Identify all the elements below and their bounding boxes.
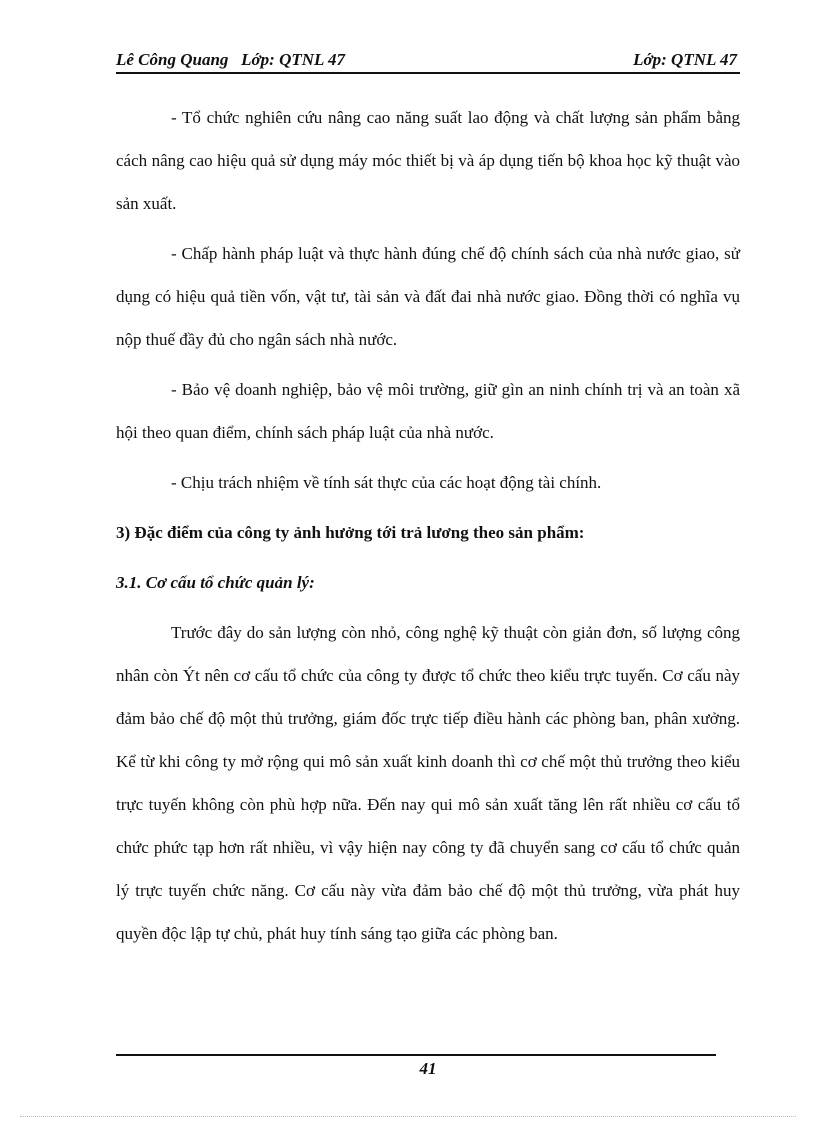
header-author-class: Lê Công Quang Lớp: QTNL 47	[116, 50, 346, 69]
paragraph-4: - Chịu trách nhiệm về tính sát thực của các hoạt động tài chính.	[171, 473, 602, 492]
header-class: Lớp: QTNL 47	[633, 50, 737, 69]
subsection-heading: 3.1. Cơ cấu tổ chức quản lý:	[116, 573, 315, 592]
paragraph-1: - Tổ chức nghiên cứu nâng cao năng suất lao động và chất lượng sản phẩm bằng cách nâng cao hiệu quả sử dụng máy móc thiết bị và áp dụng tiến bộ khoa học kỹ thuật vào sản xuất.	[116, 108, 740, 213]
paragraph-2: - Chấp hành pháp luật và thực hành đúng chế độ chính sách của nhà nước giao, sử dụng có hiệu quả tiền vốn, vật tư, tài sản và đất đai nhà nước giao. Đồng thời có nghĩa vụ nộp thuế đầy đủ cho ngân sách nhà nước.	[116, 244, 740, 349]
page-edge-divider	[20, 1116, 796, 1117]
body-text	[116, 96, 740, 955]
section-heading: 3) Đặc điểm của công ty ảnh hưởng tới trả lương theo sản phẩm:	[116, 523, 585, 542]
footer-divider	[116, 1054, 716, 1056]
page-number: 41	[419, 1059, 437, 1078]
paragraph-5: Trước đây do sản lượng còn nhỏ, công nghệ kỹ thuật còn giản đơn, số lượng công nhân còn Ýt nên cơ cấu tổ chức của công ty được tổ chức theo kiểu trực tuyến. Cơ cấu này đảm bảo chế độ một thủ trưởng, giám đốc trực tiếp điều hành các phòng ban, phân xưởng. Kể từ khi công ty mở rộng qui mô sản xuất kinh doanh thì cơ chế một thủ trưởng theo kiểu trực tuyến không còn phù hợp nữa. Đến nay qui mô sản xuất tăng lên rất nhiều cơ cấu tổ chức phức tạp hơn rất nhiều, vì vậy hiện nay công ty đã chuyển sang cơ cấu tổ chức quản lý trực tuyến chức năng. Cơ cấu này vừa đảm bảo chế độ một thủ trưởng, vừa phát huy quyền độc lập tự chủ, phát huy tính sáng tạo giữa các phòng ban.	[116, 623, 740, 943]
paragraph-3: - Bảo vệ doanh nghiệp, bảo vệ môi trường, giữ gìn an ninh chính trị và an toàn xã hội theo quan điểm, chính sách pháp luật của nhà nước.	[116, 380, 740, 442]
page-header	[116, 48, 740, 74]
